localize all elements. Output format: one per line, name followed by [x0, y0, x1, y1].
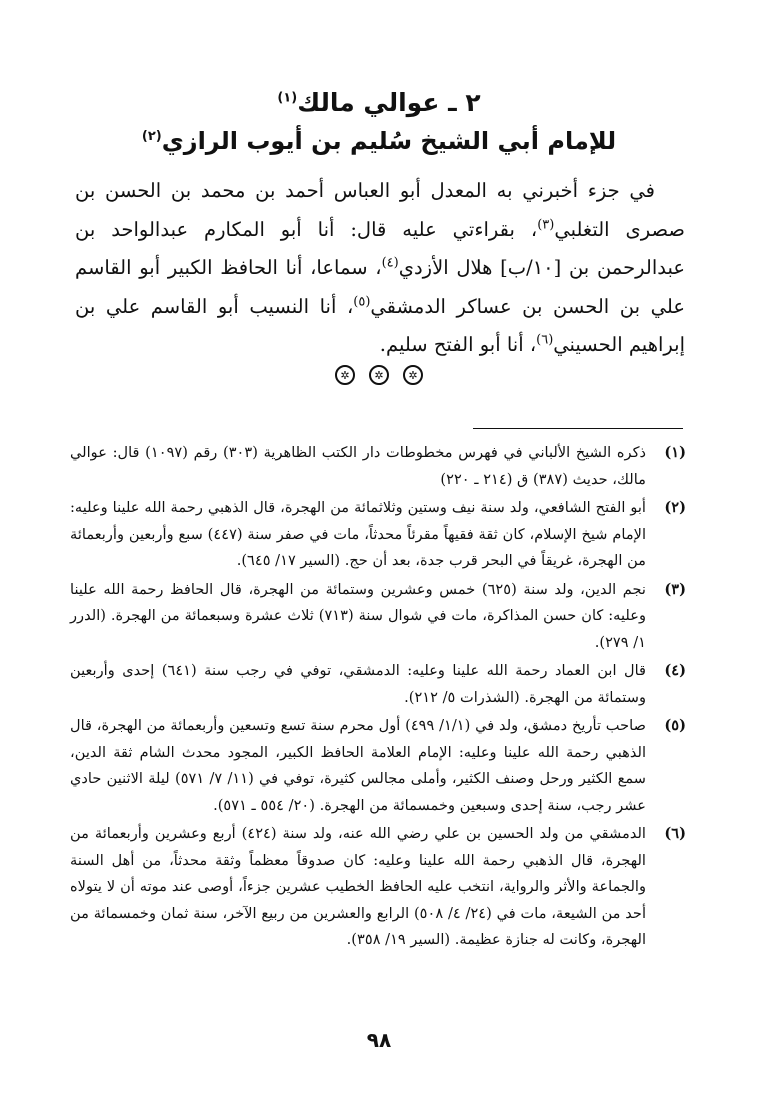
chapter-title-text: ٢ ـ عوالي مالك [297, 88, 481, 117]
page-number: ٩٨ [366, 1028, 392, 1052]
paragraph-segment: ، سماعا، أنا الحافظ الكبير أبو القاسم علي بن الحسن بن عساكر الدمشقي [75, 256, 685, 318]
chapter-subtitle-text: للإمام أبي الشيخ سُليم بن أيوب الرازي [161, 127, 617, 155]
paragraph-segment: في جزء أخبرني به المعدل أبو العباس أحمد بن محمد بن الحسن بن صصرى التغلبي [75, 179, 685, 241]
footnotes [70, 440, 686, 956]
footnote-text: نجم الدين، ولد سنة (٦٢٥) خمس وعشرين وستمائة من الهجرة، قال الحافظ رحمة الله علينا وعليه: كان حسن المذاكرة، مات في شوال سنة (٧١٣) ثلاث عشرة وسبعمائة من الهجرة. (الدرر ١/ ٢٧٩). [70, 580, 646, 651]
ornament-icon: ✲ [403, 365, 423, 385]
footnote-item [70, 577, 686, 657]
footnote-text: الدمشقي من ولد الحسين بن علي رضي الله عنه، ولد سنة (٤٢٤) أربع وعشرين وأربعمائة من الهجرة، قال الذهبي رحمة الله علينا وعليه: كان صدوقاً معظماً وثقة محدثاً، من أهل السنة والجماعة والأثر والرواية، انتخب عليه الحافظ الخطيب عشرين جزءاً، أوصى عند موته أن لا يتولاه أحد من الشيعة، مات في (٢٤/ ٤/ ٥٠٨) الرابع والعشرين من ربيع الآخر، سنة ثمان وخمسمائة من الهجرة، وكانت له جنازة عظيمة. (السير ١٩/ ٣٥٨). [70, 825, 647, 948]
footnote-text: صاحب تأريخ دمشق، ولد في (١/١/ ٤٩٩) أول محرم سنة تسع وتسعين وأربعمائة من الهجرة، قال الذهبي رحمة الله علينا وعليه: الإمام العلامة الحافظ الكبير، المجود محدث الشام ثقة الدين، سمع الكثير ورحل وصنف الكثير، وأملى مجالس كثيرة، توفي في (١١/ ٧/ ٥٧١) ليلة الاثنين حادي عشر رجب، سنة إحدى وسبعين وخمسمائة من الهجرة. (٢٠/ ٥٥٤ ـ ٥٧١). [70, 717, 646, 814]
ornament-icon: ✲ [335, 365, 355, 385]
section-divider-ornaments [0, 365, 758, 385]
footnote-ref-6[interactable]: (٦) [536, 332, 554, 348]
chapter-title [60, 86, 698, 120]
footnote-ref-2[interactable]: (٢) [141, 129, 162, 144]
chapter-subtitle [60, 124, 698, 158]
main-paragraph [75, 172, 685, 365]
footnote-ref-5[interactable]: (٥) [353, 294, 371, 309]
footnote-number: (٦) [664, 825, 686, 842]
footnote-item [70, 713, 686, 819]
paragraph-segment: ، أنا النسيب أبو القاسم علي بن إبراهيم الحسيني [75, 294, 685, 356]
footnote-item [70, 658, 686, 711]
footnote-number: (١) [664, 444, 686, 461]
footnote-text: قال ابن العماد رحمة الله علينا وعليه: الدمشقي، توفي في رجب سنة (٦٤١) إحدى وأربعين وستمائة من الهجرة. (الشذرات ٥/ ٢١٢). [70, 662, 646, 706]
footnote-item [70, 821, 686, 954]
footnote-text: أبو الفتح الشافعي، ولد سنة نيف وستين وثلاثمائة من الهجرة، قال الذهبي رحمة الله علينا وعليه: الإمام شيخ الإسلام، كان ثقة فقيهاً مقرئاً محدثاً، مات في صفر سنة (٤٤٧) سبع وأربعين وأربعمائة من الهجرة، غريقاً في البحر قرب جدة، بعد أن حج. (السير ١٧/ ٦٤٥). [70, 499, 647, 569]
paragraph-segment: ، أنا أبو الفتح سليم. [379, 333, 537, 356]
footnote-ref-3[interactable]: (٣) [537, 217, 555, 232]
footnote-text: ذكره الشيخ الألباني في فهرس مخطوطات دار الكتب الظاهرية (٣٠٣) رقم (١٠٩٧) قال: عوالي مالك، حديث (٣٨٧) ق (٢١٤ ـ ٢٢٠) [70, 444, 647, 488]
footnote-ref-4[interactable]: (٤) [381, 255, 399, 271]
footnote-item [70, 495, 686, 575]
footnote-ref-1[interactable]: (١) [277, 90, 298, 106]
footnote-number: (٥) [664, 717, 686, 734]
footnote-number: (٣) [664, 580, 686, 598]
footnote-separator [473, 428, 683, 429]
paragraph-segment: ، بقراءتي عليه قال: أنا أبو المكارم عبدالواحد بن عبدالرحمن بن [١٠/ب] هلال الأزدي [75, 217, 685, 279]
footnote-number: (٢) [664, 499, 686, 516]
footnote-item [70, 440, 686, 493]
footnote-number: (٤) [664, 662, 686, 679]
ornament-icon: ✲ [369, 365, 389, 385]
